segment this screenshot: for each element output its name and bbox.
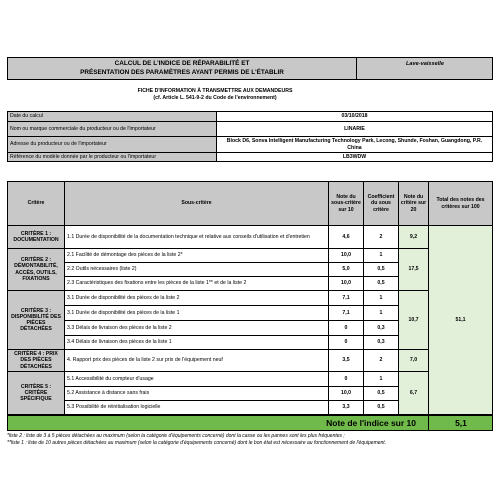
criterion-2-score: 17,5 [398,248,429,291]
header-coef: Coefficient du sous critère [363,181,399,226]
info-value: LB3WDW [216,152,493,162]
info-label: Référence du modèle donnée par le producteur ou l'importateur [7,152,217,162]
header-critere: Critère [7,181,65,226]
criterion-2-name: CRITÈRE 2 : DÉMONTABILITÉ, ACCÈS, OUTILS, FIXATIONS [7,248,65,291]
sub-criterion-coef: 1 [363,305,399,321]
header-note20: Note du critère sur 20 [398,181,429,226]
sub-criterion-coef: 0,3 [363,335,399,350]
criterion-5-score: 6,7 [398,371,429,415]
header-sous-critere: Sous-critère [64,181,329,226]
sub-criterion-label: 3.1 Durée de disponibilité des pièces de la liste 1 [64,305,329,321]
sub-criterion-coef: 0,5 [363,400,399,415]
sub-criterion-label: 3.1 Durée de disponibilité des pièces de la liste 2 [64,290,329,306]
sub-criterion-note: 7,1 [328,305,364,321]
info-label: Adresse du producteur ou de l'importateur [7,136,217,153]
fiche-line2: (cf. Article L. 541-9-2 du Code de l'environnement) [153,95,277,101]
criterion-4-score: 7,0 [398,349,429,372]
final-score-label: Note de l'indice sur 10 [326,418,416,428]
info-label: Date du calcul [7,111,217,122]
sub-criterion-label: 3.4 Délais de livraison des pièces de la liste 1 [64,335,329,350]
sub-criterion-coef: 2 [363,349,399,372]
sub-criterion-label: 2.1 Facilité de démontage des pièces de la liste 2* [64,248,329,263]
sub-criterion-note: 5,0 [328,262,364,277]
sub-criterion-coef: 0,5 [363,262,399,277]
header-note: Note du sous-critère sur 10 [328,181,364,226]
sub-criterion-label: 1.1 Durée de disponibilité de la documentation technique et relative aux conseils d'utilisation et d'entretien [64,225,329,249]
criterion-3-name: CRITÈRE 3 : DISPONIBILITÉ DES PIÈCES DÉTACHÉES [7,290,65,350]
sub-criterion-note: 0 [328,371,364,387]
sub-criterion-note: 7,1 [328,290,364,306]
sub-criterion-coef: 2 [363,225,399,249]
criterion-3-score: 10,7 [398,290,429,350]
sub-criterion-label: 5.1 Accessibilité du compteur d'usage [64,371,329,387]
report-title [8,58,357,79]
sub-criterion-note: 10,0 [328,248,364,263]
sub-criterion-note: 10,0 [328,276,364,291]
info-label: Nom ou marque commerciale du producteur ou de l'importateur [7,121,217,137]
sub-criterion-note: 0 [328,335,364,350]
sub-criterion-label: 2.2 Outils nécessaires (liste 2) [64,262,329,277]
sub-criterion-label: 3.3 Délais de livraison des pièces de la liste 2 [64,320,329,336]
sub-criterion-note: 3,3 [328,400,364,415]
sub-criterion-label: 5.2 Assistance à distance sans frais [64,386,329,401]
sub-criterion-coef: 0,5 [363,276,399,291]
sub-criterion-coef: 1 [363,248,399,263]
sub-criterion-coef: 1 [363,371,399,387]
info-value: Block D6, Sonva Intelligent Manufacturing Technology Park, Lecong, Shunde, Foshan, Guangdong, P.R. China [216,136,493,153]
total-score-100: 51,1 [428,225,493,415]
sub-criterion-coef: 1 [363,290,399,306]
sub-criterion-note: 10,0 [328,386,364,401]
sub-criterion-note: 0 [328,320,364,336]
report-title-line1: CALCUL DE L'INDICE DE RÉPARABILITÉ ET [114,60,250,67]
info-value: 03/10/2018 [216,111,493,122]
criterion-5-name: CRITÈRE 5 : CRITÈRE SPÉCIFIQUE [7,371,65,415]
footnote-liste-1: **liste 1 : liste de 10 autres pièces détachées au maximum (selon la catégorie d'équipements concerné) dont le bon état est nécessaire au fonctionnement de l'équipement. [7,440,387,446]
footnote-liste-2: *liste 2 : liste de 3 à 5 pièces détachées au maximum (selon la catégorie d'équipements concerné) dont la casse ou les pannes sont les plus fréquentes ; [7,433,345,439]
sub-criterion-note: 3,5 [328,349,364,372]
criterion-4-name: CRITÈRE 4 : PRIX DES PIÈCES DÉTACHÉES [7,349,65,372]
criterion-1-score: 9,2 [398,225,429,249]
final-score-value: 5,1 [428,416,493,430]
header-total: Total des notes des critères sur 100 [428,181,493,226]
sub-criterion-coef: 0,5 [363,386,399,401]
product-type: Lave-vaisselle [406,61,444,67]
info-value: LINARIE [216,121,493,137]
criterion-1-name: CRITÈRE 1 : DOCUMENTATION [7,225,65,249]
report-title-line2: PRÉSENTATION DES PARAMÈTRES AYANT PERMIS DE L'ÉTABLIR [80,69,284,76]
sub-criterion-label: 5.3 Possibilité de réinitialisation logicielle [64,400,329,415]
sub-criterion-note: 4,6 [328,225,364,249]
sub-criterion-label: 2.3 Caractéristiques des fixations entre les pièces de la liste 1** et de la liste 2 [64,276,329,291]
sub-criterion-label: 4. Rapport prix des pièces de la liste 2 sur prix de l'équipement neuf [64,349,329,372]
fiche-title [60,88,370,102]
sub-criterion-coef: 0,3 [363,320,399,336]
fiche-line1: FICHE D'INFORMATION À TRANSMETTRE AUX DEMANDEURS [137,88,293,94]
